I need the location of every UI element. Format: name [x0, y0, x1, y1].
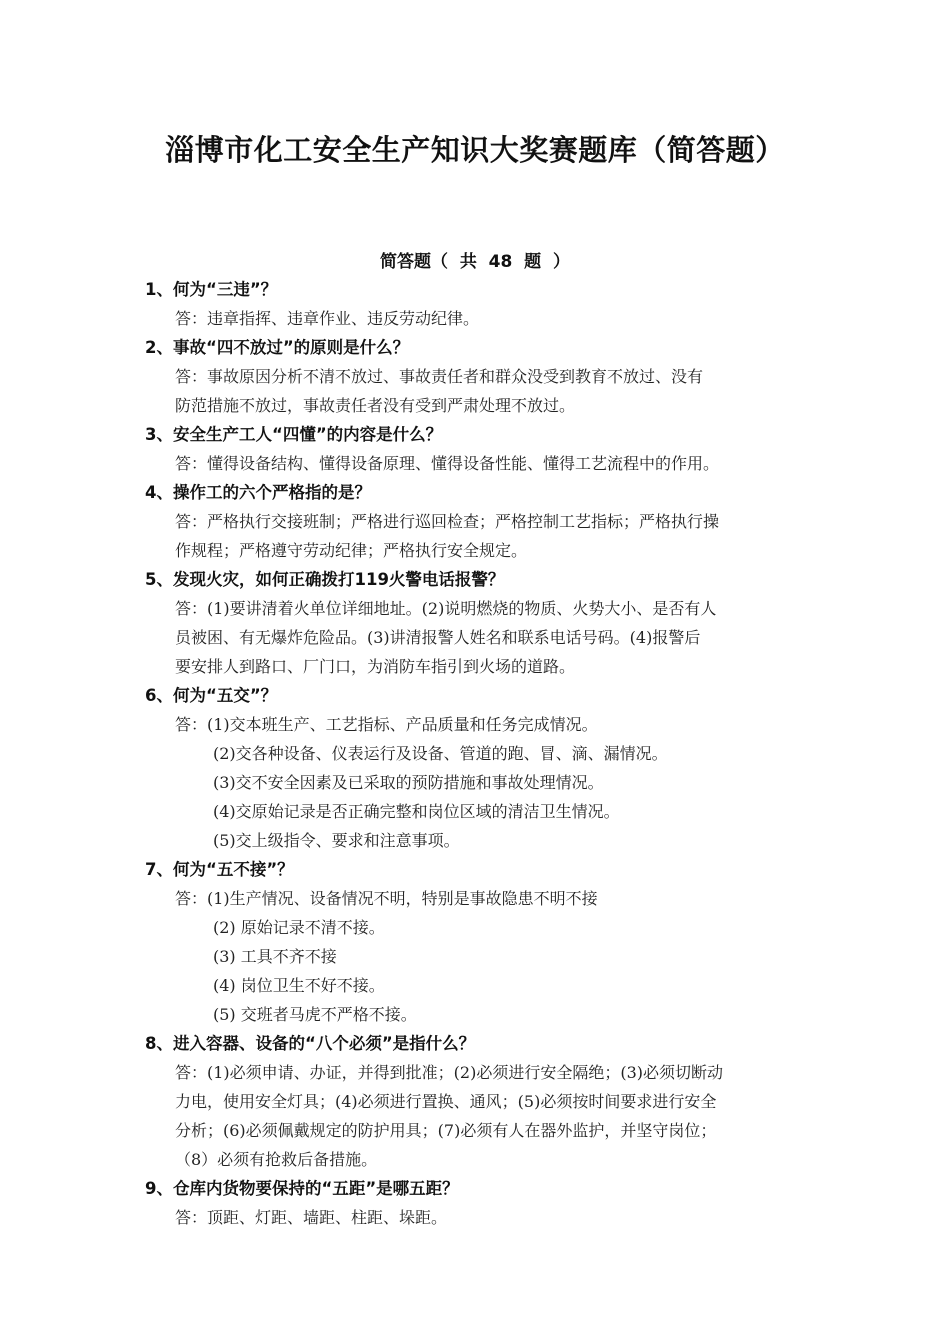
qa-item — [145, 275, 820, 333]
answer-line: 答：(1)交本班生产、工艺指标、产品质量和任务完成情况。 — [175, 715, 598, 734]
answer-line: 答：严格执行交接班制；严格进行巡回检查；严格控制工艺指标；严格执行操 — [175, 512, 720, 531]
answer-line: 答：(1)必须申请、办证，并得到批准；(2)必须进行安全隔绝；(3)必须切断动 — [175, 1063, 723, 1082]
qa-item — [145, 1029, 820, 1174]
qa-list — [145, 275, 820, 1232]
answer-sub-item: (5)交上级指令、要求和注意事项。 — [213, 831, 460, 850]
answer-line: 答：(1)生产情况、设备情况不明，特别是事故隐患不明不接 — [175, 889, 598, 908]
answer-line: 答：顶距、灯距、墙距、柱距、垛距。 — [175, 1208, 448, 1227]
answer-block — [145, 594, 820, 681]
answer-sub-item: (2) 原始记录不清不接。 — [213, 918, 385, 937]
section-heading: 简答题（ 共 48 题 ） — [379, 252, 570, 272]
answer-line: 员被困、有无爆炸危险品。(3)讲清报警人姓名和联系电话号码。(4)报警后 — [175, 628, 701, 647]
question-text: 5、发现火灾，如何正确拨打119火警电话报警？ — [145, 570, 505, 589]
answer-line: 力电，使用安全灯具；(4)必须进行置换、通风；(5)必须按时间要求进行安全 — [175, 1092, 717, 1111]
question-text: 6、何为“五交”？ — [145, 686, 278, 705]
answer-block — [145, 1058, 820, 1174]
answer-line: 要安排人到路口、厂门口，为消防车指引到火场的道路。 — [175, 657, 576, 676]
answer-sub-item: (4) 岗位卫生不好不接。 — [213, 976, 385, 995]
answer-sub-item: (3)交不安全因素及已采取的预防措施和事故处理情况。 — [213, 773, 604, 792]
question-text: 9、仓库内货物要保持的“五距”是哪五距？ — [145, 1179, 459, 1198]
answer-block — [145, 507, 820, 565]
qa-item — [145, 333, 820, 420]
answer-block — [145, 1203, 820, 1232]
question-text: 1、何为“三违”？ — [145, 280, 278, 299]
answer-block — [145, 362, 820, 420]
answer-line: 答：(1)要讲清着火单位详细地址。(2)说明燃烧的物质、火势大小、是否有人 — [175, 599, 717, 618]
question-text: 8、进入容器、设备的“八个必须”是指什么？ — [145, 1034, 476, 1053]
answer-sub-item: (2)交各种设备、仪表运行及设备、管道的跑、冒、滴、漏情况。 — [213, 744, 668, 763]
document-title: 淄博市化工安全生产知识大奖赛题库（简答题） — [165, 133, 785, 167]
answer-sub-item: (5) 交班者马虎不严格不接。 — [213, 1005, 417, 1024]
answer-line: （8）必须有抢救后备措施。 — [175, 1150, 378, 1169]
answer-line: 分析；(6)必须佩戴规定的防护用具；(7)必须有人在器外监护，并坚守岗位； — [175, 1121, 717, 1140]
qa-item — [145, 420, 820, 478]
answer-sub-item: (3) 工具不齐不接 — [213, 947, 337, 966]
qa-item — [145, 681, 820, 855]
answer-block — [145, 884, 820, 1029]
answer-line: 答：违章指挥、违章作业、违反劳动纪律。 — [175, 309, 480, 328]
qa-item — [145, 565, 820, 681]
answer-line: 作规程；严格遵守劳动纪律；严格执行安全规定。 — [175, 541, 528, 560]
answer-block — [145, 449, 820, 478]
answer-block — [145, 304, 820, 333]
answer-sub-item: (4)交原始记录是否正确完整和岗位区域的清洁卫生情况。 — [213, 802, 620, 821]
question-text: 7、何为“五不接”？ — [145, 860, 294, 879]
answer-line: 答：懂得设备结构、懂得设备原理、懂得设备性能、懂得工艺流程中的作用。 — [175, 454, 720, 473]
answer-line: 答：事故原因分析不清不放过、事故责任者和群众没受到教育不放过、没有 — [175, 367, 704, 386]
qa-item — [145, 478, 820, 565]
qa-item — [145, 855, 820, 1029]
question-text: 3、安全生产工人“四懂”的内容是什么？ — [145, 425, 443, 444]
question-text: 2、事故“四不放过”的原则是什么？ — [145, 338, 410, 357]
qa-item — [145, 1174, 820, 1232]
answer-block — [145, 710, 820, 855]
answer-line: 防范措施不放过，事故责任者没有受到严肃处理不放过。 — [175, 396, 576, 415]
question-text: 4、操作工的六个严格指的是？ — [145, 483, 371, 502]
